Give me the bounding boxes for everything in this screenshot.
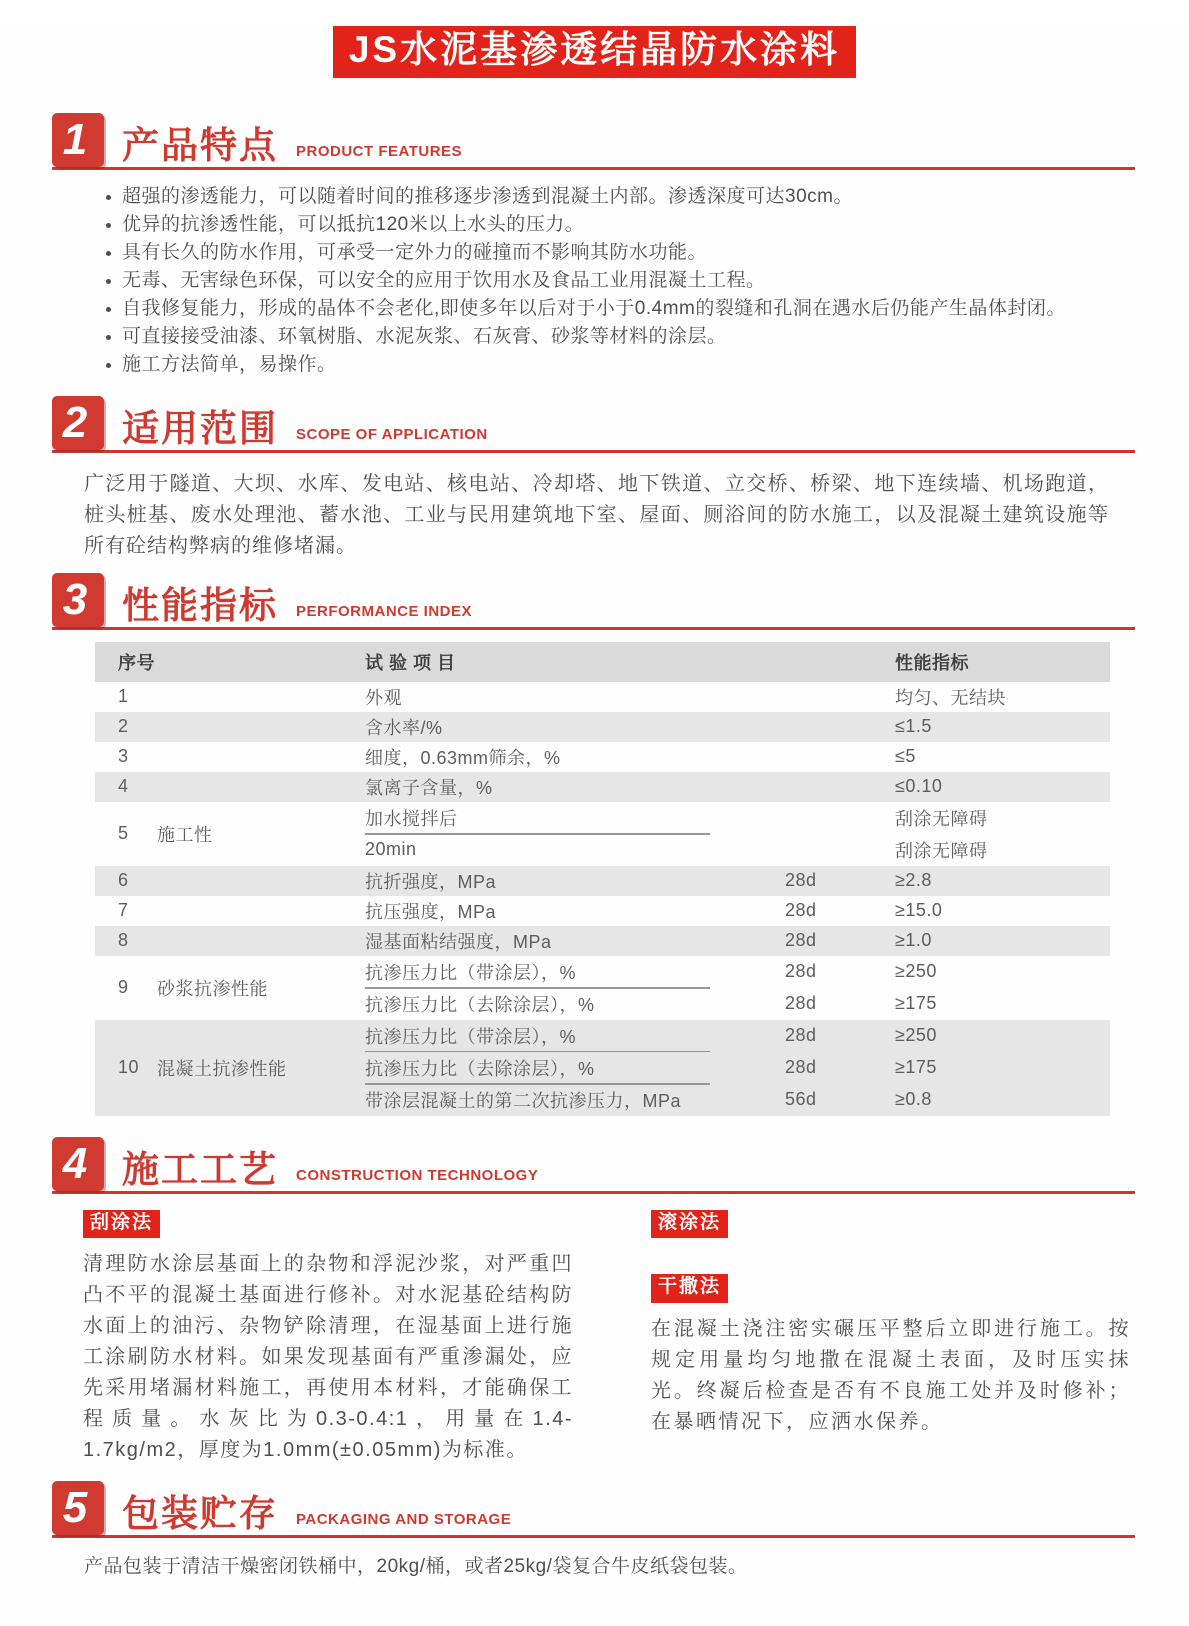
cell-age <box>785 742 895 772</box>
feature-item: 无毒、无害绿色环保，可以安全的应用于饮用水及食品工业用混凝土工程。 <box>104 267 1189 295</box>
feature-item: 施工方法简单，易操作。 <box>104 351 1189 379</box>
cell-no: 10 <box>95 1020 157 1116</box>
cell-age <box>785 682 895 712</box>
cell-index: 均匀、无结块 <box>895 687 1006 708</box>
feature-item: 超强的渗透能力，可以随着时间的推移逐步渗透到混凝土内部。渗透深度可达30cm。 <box>104 183 1189 211</box>
cell-item: 带涂层混凝土的第二次抗渗压力，MPa <box>365 1084 785 1116</box>
section-scope <box>52 395 1135 453</box>
section-number-badge: 5 <box>52 1481 104 1535</box>
cell-age: 28d <box>785 1020 895 1052</box>
cell-age <box>785 802 895 834</box>
table-row <box>95 772 1110 802</box>
section-subtitle: PERFORMANCE INDEX <box>296 602 473 620</box>
feature-item: 可直接接受油漆、环氧树脂、水泥灰浆、石灰膏、砂浆等材料的涂层。 <box>104 323 1189 351</box>
table-row <box>95 896 1110 926</box>
method-paragraph-scrape: 清理防水涂层基面上的杂物和浮泥沙浆，对严重凹凸不平的混凝土基面进行修补。对水泥基砼结构防水面上的油污、杂物铲除清理，在湿基面上进行施工涂刷防水材料。如果发现基面有严重渗漏处，应先采用堵漏材料施工，再使用本材料，才能确保工程质量。水灰比为0.3-0.4:1，用量在1.4-1.7kg/m2，厚度为1.0mm(±0.05mm)为标准。 <box>83 1253 573 1462</box>
title-banner: JS水泥基渗透结晶防水涂料 <box>333 26 856 78</box>
method-paragraph-drysprinkle: 在混凝土浇注密实碾压平整后立即进行施工。按规定用量均匀地撒在混凝土表面，及时压实抹光。终凝后检查是否有不良施工处并及时修补；在暴晒情况下，应洒水保养。 <box>651 1318 1131 1434</box>
construction-methods <box>83 1210 1135 1467</box>
cell-category: 砂浆抗渗性能 <box>157 978 268 999</box>
section-performance <box>52 572 1135 630</box>
cell-index: ≤1.5 <box>895 712 1110 742</box>
cell-item: 外观 <box>365 687 402 708</box>
method-label-drysprinkle: 干撒法 <box>651 1274 728 1303</box>
cell-item: 细度，0.63mm筛余，% <box>365 747 561 768</box>
section-subtitle: PRODUCT FEATURES <box>296 142 463 160</box>
cell-age: 28d <box>785 993 817 1014</box>
cell-item: 抗渗压力比（带涂层），% <box>365 956 785 988</box>
cell-index: ≥2.8 <box>895 866 1110 896</box>
table-row <box>95 1020 1110 1052</box>
cell-age: 56d <box>785 1084 895 1116</box>
section-subtitle: CONSTRUCTION TECHNOLOGY <box>296 1166 539 1184</box>
section-title: 产品特点 <box>122 124 278 166</box>
cell-index: ≥250 <box>895 961 937 982</box>
cell-index: ≤5 <box>895 746 916 767</box>
features-list <box>104 183 1189 379</box>
cell-age: 28d <box>785 866 895 896</box>
section-header <box>52 1136 1135 1194</box>
cell-no: 8 <box>95 926 365 956</box>
cell-item: 抗渗压力比（带涂层），% <box>365 1020 785 1052</box>
cell-no: 5 <box>118 823 129 844</box>
cell-item: 抗压强度，MPa <box>365 901 497 922</box>
cell-age <box>785 772 895 802</box>
section-title: 性能指标 <box>122 584 278 626</box>
section-construction <box>52 1136 1135 1194</box>
cell-index: ≤0.10 <box>895 772 1110 802</box>
table-row <box>95 926 1110 956</box>
cell-index: ≥0.8 <box>895 1084 1110 1116</box>
cell-no: 2 <box>95 712 365 742</box>
section-header <box>52 395 1135 453</box>
col-header-index: 性能指标 <box>895 642 1110 682</box>
section-number-badge: 4 <box>52 1137 104 1191</box>
table-header-row <box>95 642 1110 682</box>
method-column-right <box>651 1210 1131 1467</box>
cell-item: 抗渗压力比（去除涂层），% <box>365 994 595 1015</box>
section-subtitle: PACKAGING AND STORAGE <box>296 1511 512 1529</box>
cell-index: ≥250 <box>895 1020 1110 1052</box>
col-header-item: 试 验 项 目 <box>365 642 785 682</box>
section-title: 施工工艺 <box>122 1148 278 1190</box>
col-header-no: 序号 <box>95 642 365 682</box>
section-product-features <box>52 112 1135 170</box>
section-title: 适用范围 <box>122 407 278 449</box>
col-header-age <box>785 642 895 682</box>
table-row <box>95 956 1110 988</box>
cell-item: 抗渗压力比（去除涂层），% <box>365 1052 785 1084</box>
method-label-scrape: 刮涂法 <box>83 1210 160 1239</box>
cell-item: 氯离子含量，% <box>365 772 785 802</box>
section-header <box>52 112 1135 170</box>
table-row <box>95 712 1110 742</box>
cell-category: 混凝土抗渗性能 <box>157 1020 365 1116</box>
cell-no: 7 <box>118 900 129 921</box>
section-subtitle: SCOPE OF APPLICATION <box>296 425 488 443</box>
cell-item: 加水搅拌后 <box>365 802 785 834</box>
cell-index: ≥1.0 <box>895 926 1110 956</box>
method-column-left <box>83 1210 573 1467</box>
performance-table <box>95 642 1110 1116</box>
feature-item: 自我修复能力，形成的晶体不会老化,即使多年以后对于小于0.4mm的裂缝和孔洞在遇水后仍能产生晶体封闭。 <box>104 295 1189 323</box>
section-number-badge: 3 <box>52 573 104 627</box>
cell-index: 刮涂无障碍 <box>895 840 988 861</box>
cell-category: 施工性 <box>157 824 213 845</box>
cell-no: 4 <box>95 772 365 802</box>
section-title: 包装贮存 <box>122 1493 278 1535</box>
table-row <box>95 682 1110 712</box>
section-number-badge: 2 <box>52 396 104 450</box>
cell-age: 28d <box>785 961 817 982</box>
cell-no: 6 <box>95 866 365 896</box>
scope-paragraph: 广泛用于隧道、大坝、水库、发电站、核电站、冷却塔、地下铁道、立交桥、桥梁、地下连续墙、机场跑道，桩头桩基、废水处理池、蓄水池、工业与民用建筑地下室、屋面、厕浴间的防水施工，以及混凝土建筑设施等所有砼结构弊病的维修堵漏。 <box>84 472 1109 557</box>
method-label-roll: 滚涂法 <box>651 1210 728 1239</box>
cell-age: 28d <box>785 926 895 956</box>
spacer <box>651 1238 1131 1274</box>
cell-item: 20min <box>365 839 417 860</box>
table-row <box>95 742 1110 772</box>
cell-age: 28d <box>785 1052 895 1084</box>
cell-index: 刮涂无障碍 <box>895 808 988 829</box>
feature-item: 优异的抗渗透性能，可以抵抗120米以上水头的压力。 <box>104 211 1189 239</box>
datasheet-page <box>0 26 1189 1626</box>
section-number-badge: 1 <box>52 113 104 167</box>
table-row <box>95 802 1110 834</box>
cell-index: ≥175 <box>895 1052 1110 1084</box>
section-header <box>52 572 1135 630</box>
table-row <box>95 866 1110 896</box>
cell-no: 3 <box>118 746 129 767</box>
cell-age: 28d <box>785 900 817 921</box>
section-packaging <box>52 1480 1135 1538</box>
packaging-paragraph: 产品包装于清洁干燥密闭铁桶中，20kg/桶，或者25kg/袋复合牛皮纸袋包装。 <box>84 1556 748 1578</box>
cell-item: 湿基面粘结强度，MPa <box>365 926 785 956</box>
cell-index: ≥15.0 <box>895 900 943 921</box>
cell-item: 含水率/% <box>365 712 785 742</box>
cell-item: 抗折强度，MPa <box>365 866 785 896</box>
cell-index: ≥175 <box>895 993 937 1014</box>
section-header <box>52 1480 1135 1538</box>
cell-no: 1 <box>118 686 129 707</box>
feature-item: 具有长久的防水作用，可承受一定外力的碰撞而不影响其防水功能。 <box>104 239 1189 267</box>
cell-age <box>785 834 895 866</box>
cell-age <box>785 712 895 742</box>
cell-no: 9 <box>118 977 129 998</box>
